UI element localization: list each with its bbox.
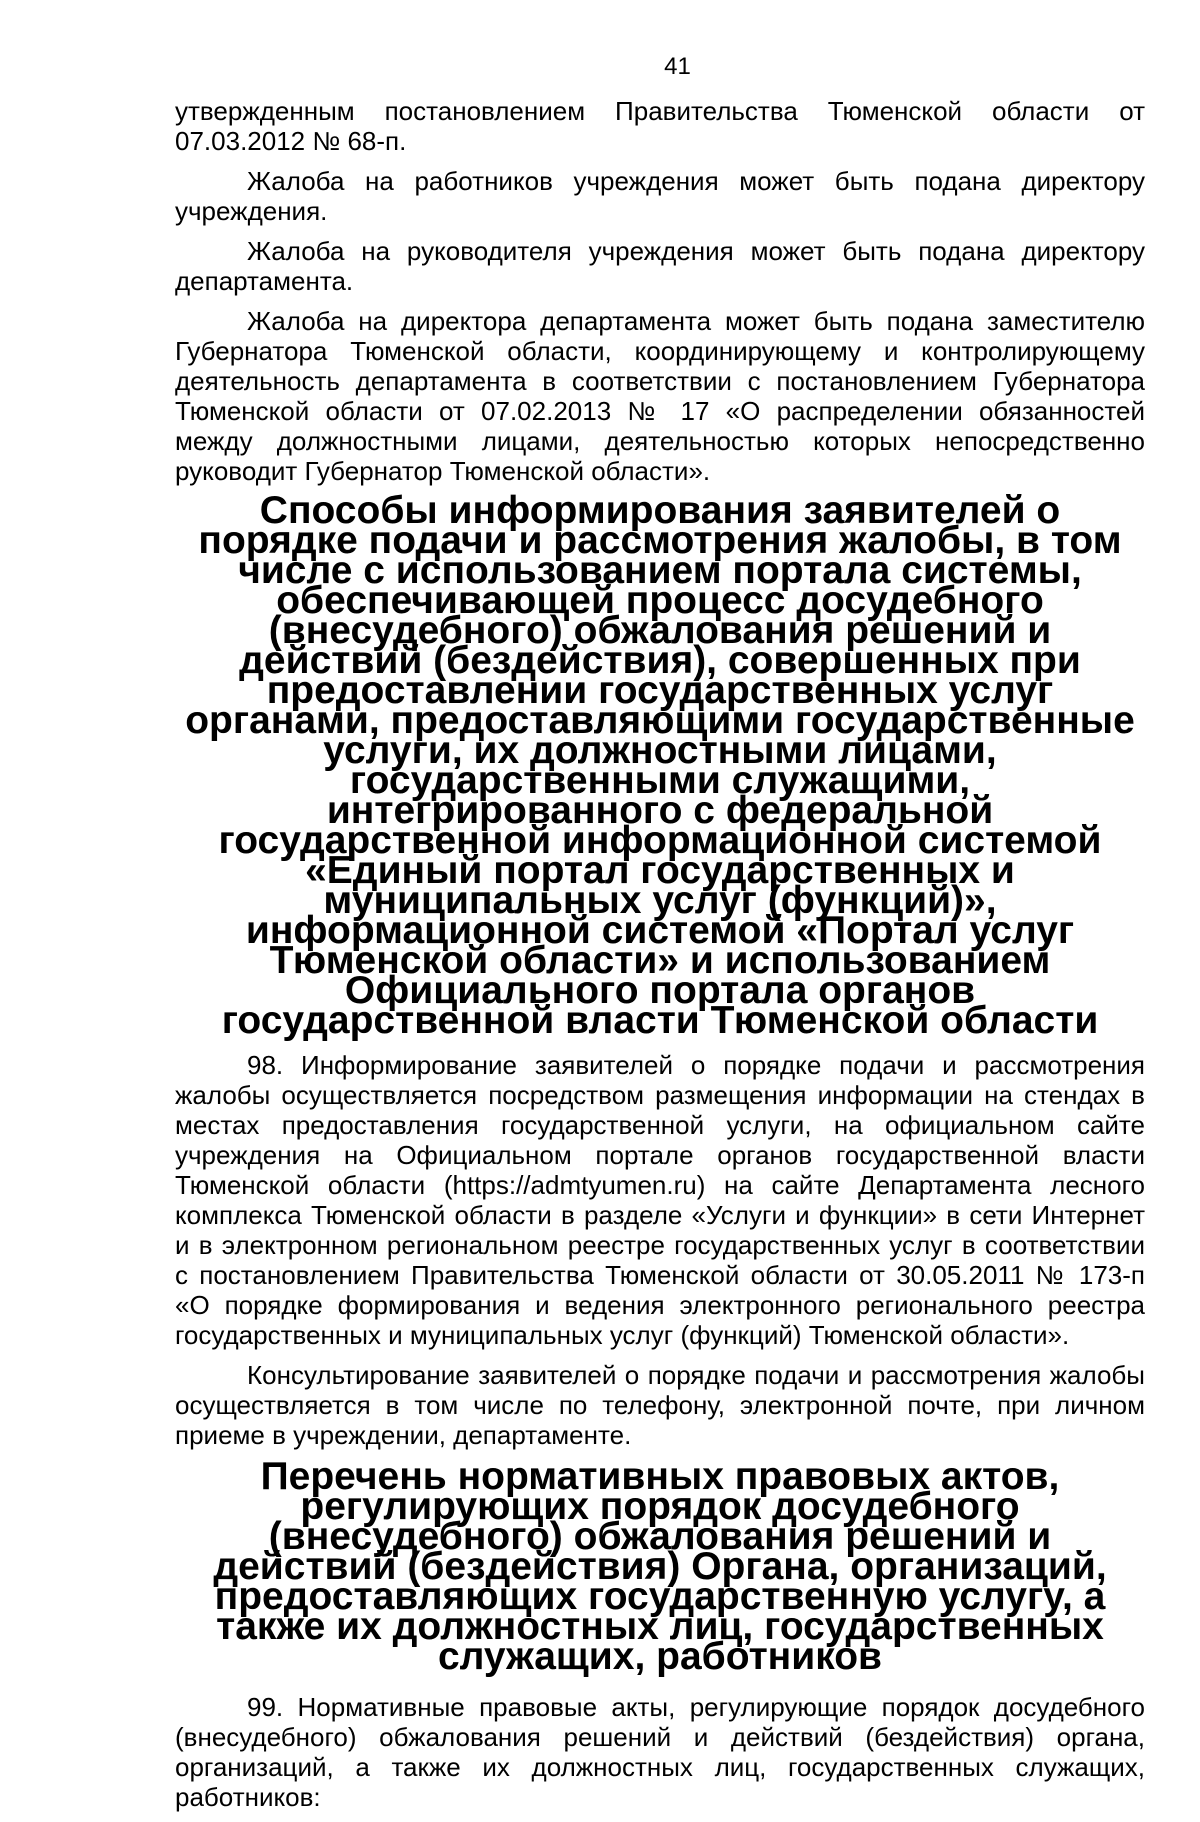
paragraph-complaint-head: Жалоба на руководителя учреждения может быть подана директору департамента. <box>175 236 1145 296</box>
document-page <box>175 52 1145 1822</box>
paragraph-continuation: утвержденным постановлением Правительства Тюменской области от 07.03.2012 № 68-п. <box>175 96 1145 156</box>
paragraph-complaint-director: Жалоба на директора департамента может быть подана заместителю Губернатора Тюменской области, координирующему и контролирующему деятельность департамента в соответствии с постановлением Губернатора Тюменской области от 07.02.2013 № 17 «О распределении обязанностей между должностными лицами, деятельностью которых непосредственно руководит Губернатор Тюменской области». <box>175 306 1145 486</box>
paragraph-consulting: Консультирование заявителей о порядке подачи и рассмотрения жалобы осуществляется в том числе по телефону, электронной почте, при личном приеме в учреждении, департаменте. <box>175 1360 1145 1450</box>
paragraph-complaint-workers: Жалоба на работников учреждения может быть подана директору учреждения. <box>175 166 1145 226</box>
paragraph-99: 99. Нормативные правовые акты, регулирующие порядок досудебного (внесудебного) обжалования решений и действий (бездействия) органа, организаций, а также их должностных лиц, государственных служащих, работников: <box>175 1692 1145 1812</box>
section-heading-normative-acts: Перечень нормативных правовых актов, регулирующих порядок досудебного (внесудебного) обжалования решений и действий (бездействия) Органа, организаций, предоставляющих государственную услугу, а также их должностных лиц, государственных служащих, работников <box>213 1455 1107 1678</box>
section-heading-informing: Способы информирования заявителей о порядке подачи и рассмотрения жалобы, в том числе с использованием портала системы, обеспечивающей процесс досудебного (внесудебного) обжалования решений и действий (бездействия), совершенных при предоставлении государственных услуг органами, предоставляющими государственные услуги, их должностными лицами, государственными служащими, интегрированного с федеральной государственной информационной системой «Единый портал государственных и муниципальных услуг (функций)», информационной системой «Портал услуг Тюменской области» и использованием Официального портала органов государственной власти Тюменской области <box>185 489 1135 1042</box>
page-number: 41 <box>664 53 691 80</box>
paragraph-98: 98. Информирование заявителей о порядке подачи и рассмотрения жалобы осуществляется посредством размещения информации на стендах в местах предоставления государственной услуги, на официальном сайте учреждения на Официальном портале органов государственной власти Тюменской области (https://admtyumen.ru) на сайте Департамента лесного комплекса Тюменской области в разделе «Услуги и функции» в сети Интернет и в электронном региональном реестре государственных услуг в соответствии с постановлением Правительства Тюменской области от 30.05.2011 № 173-п «О порядке формирования и ведения электронного регионального реестра государственных и муниципальных услуг (функций) Тюменской области». <box>175 1050 1145 1350</box>
